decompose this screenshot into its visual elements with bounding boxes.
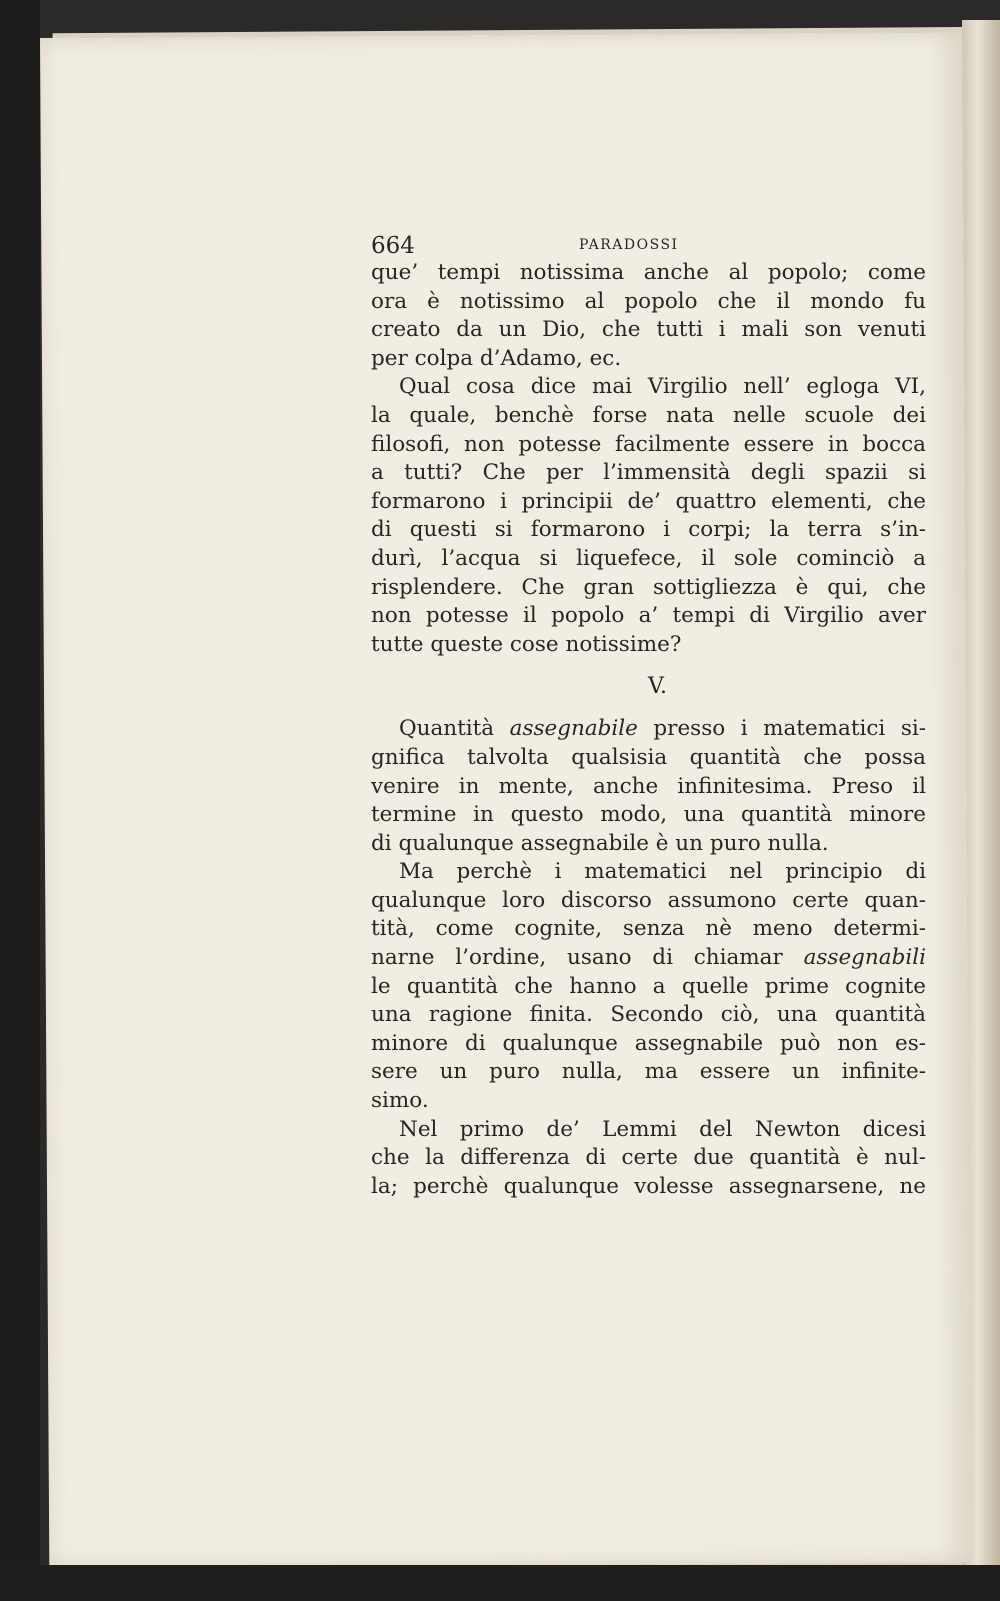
- text-run: presso i matematici si-: [637, 716, 926, 742]
- paragraph-1: [371, 259, 926, 373]
- text-line: per colpa d’Adamo, ec.: [371, 345, 622, 371]
- text-line: risplendere. Che gran sottigliezza è qui, che: [371, 574, 926, 600]
- scan-background-left: [0, 0, 40, 1601]
- text-line: Ma perchè i matematici nel principio di: [399, 859, 926, 885]
- text-line: le quantità che hanno a quelle prime cognite: [371, 973, 926, 999]
- text-line: durì, l’acqua si liquefece, il sole cominciò a: [371, 545, 926, 571]
- text-line: a tutti? Che per l’immensità degli spazii si: [371, 460, 926, 486]
- italic-term: assegnabile: [509, 716, 638, 742]
- text-line: venire in mente, anche infinitesima. Preso il: [371, 773, 926, 799]
- text-line: la; perchè qualunque volesse assegnarsene, ne: [371, 1173, 926, 1199]
- text-line: Qual cosa dice mai Virgilio nell’ egloga VI,: [399, 374, 926, 400]
- paragraph-4: [371, 858, 926, 1115]
- text-line: non potesse il popolo a’ tempi di Virgilio aver: [371, 603, 926, 629]
- paragraph-3: [371, 715, 926, 858]
- text-line: que’ tempi notissima anche al popolo; come: [371, 260, 926, 285]
- text-line: minore di qualunque assegnabile può non es-: [371, 1030, 926, 1056]
- text-line: una ragione finita. Secondo ciò, una quantità: [371, 1002, 926, 1028]
- text-line: [371, 944, 926, 973]
- text-line: tutte queste cose notissime?: [371, 631, 682, 657]
- text-line: termine in questo modo, una quantità minore: [371, 802, 926, 828]
- text-line: di questi si formarono i corpi; la terra s’in-: [371, 517, 926, 543]
- text-line: che la differenza di certe due quantità è nul-: [371, 1145, 926, 1171]
- page-header: [371, 233, 926, 259]
- text-line: qualunque loro discorso assumono certe quan-: [371, 887, 926, 913]
- scan-background-bottom: [0, 1565, 1000, 1601]
- page-number: 664: [371, 233, 415, 259]
- page-text-block: [371, 233, 926, 1201]
- text-line: ora è notissimo al popolo che il mondo fu: [371, 288, 926, 314]
- text-run: narne l’ordine, usano di chiamar: [371, 945, 804, 971]
- section-heading: V.: [647, 674, 668, 700]
- text-run: Quantità: [399, 716, 510, 742]
- paragraph-5: [371, 1116, 926, 1202]
- text-line: la quale, benchè forse nata nelle scuole dei: [371, 402, 926, 428]
- text-line: creato da un Dio, che tutti i mali son venuti: [371, 317, 926, 343]
- text-line: [371, 715, 926, 744]
- text-line: simo.: [371, 1088, 429, 1114]
- running-head: PARADOSSI: [579, 237, 679, 253]
- text-line: sere un puro nulla, ma essere un infinite-: [371, 1059, 926, 1085]
- text-line: di qualunque assegnabile è un puro nulla.: [371, 830, 829, 856]
- text-line: Nel primo de’ Lemmi del Newton dicesi: [399, 1116, 926, 1142]
- paragraph-2: [371, 373, 926, 659]
- text-line: tità, come cognite, senza nè meno determi-: [371, 916, 926, 942]
- italic-term: assegnabili: [803, 945, 926, 971]
- text-line: gnifica talvolta qualsisia quantità che possa: [371, 744, 926, 770]
- text-line: filosofi, non potesse facilmente essere in bocca: [371, 431, 926, 457]
- text-line: formarono i principii de’ quattro elementi, che: [371, 488, 926, 514]
